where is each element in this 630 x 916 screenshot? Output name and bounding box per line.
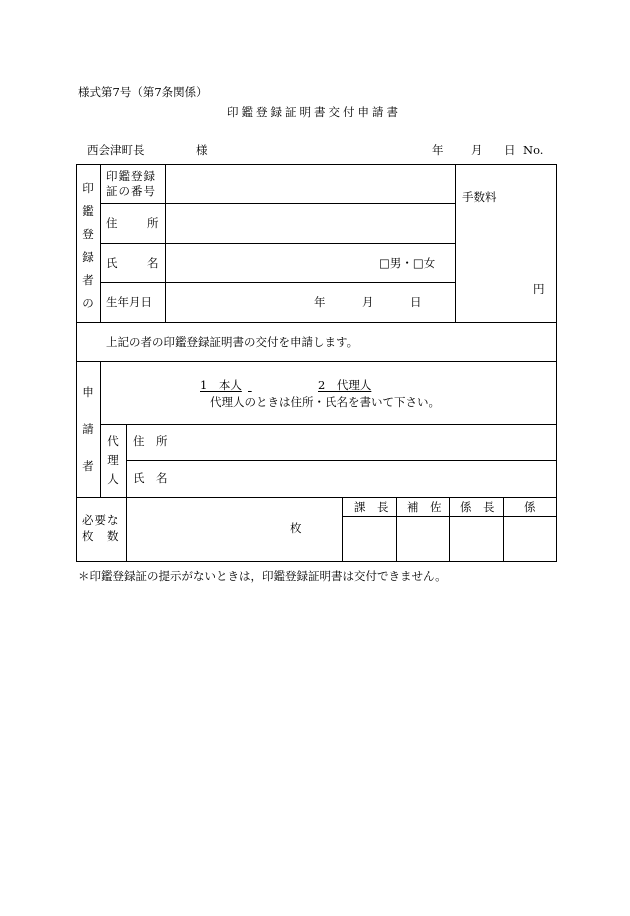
- fee-unit: 円: [533, 282, 545, 296]
- agent-note: 代理人のときは住所・氏名を書いて下さい。: [210, 395, 440, 409]
- date-year: 年: [432, 143, 444, 157]
- date-no: No.: [523, 143, 544, 157]
- copies-label-line1: 必要な: [82, 513, 120, 527]
- copies-field[interactable]: [127, 498, 287, 560]
- copies-unit: 枚: [290, 521, 302, 535]
- name-label-2: 名: [147, 256, 159, 270]
- option-underline-gap: [248, 380, 318, 392]
- name-label-1: 氏: [106, 256, 118, 270]
- approval-subsection-chief: 係 長: [460, 500, 495, 514]
- birthdate-label: 生年月日: [106, 295, 152, 309]
- application-statement: 上記の者の印鑑登録証明書の交付を申請します。: [106, 335, 359, 349]
- footnote: ＊印鑑登録証の提示がないときは，印鑑登録証明書は交付できません。: [78, 569, 447, 583]
- copies-label-line2: 枚 数: [82, 529, 120, 543]
- approval-stamp-box-4: [504, 517, 556, 561]
- gender-checkboxes[interactable]: □男・□女: [379, 256, 436, 270]
- fee-label: 手数料: [462, 190, 497, 204]
- option-agent[interactable]: 2 代理人: [318, 378, 372, 392]
- approval-deputy: 補 佐: [407, 500, 442, 514]
- form-title: 印鑑登録証明書交付申請書: [227, 105, 401, 119]
- birth-year: 年: [314, 295, 326, 309]
- address-label-1: 住: [106, 216, 118, 230]
- approval-stamp-box-3: [450, 517, 503, 561]
- cert-number-label-line1: 印鑑登録: [106, 169, 156, 183]
- cert-number-label-line2: 証の番号: [106, 184, 156, 198]
- birth-month: 月: [362, 295, 374, 309]
- approval-section-chief: 課 長: [354, 500, 389, 514]
- registrant-group-label: 印 鑑 登 録 者 の: [82, 181, 94, 310]
- birth-day: 日: [410, 295, 422, 309]
- addressee-honorific: 様: [196, 143, 208, 157]
- addressee-name: 西会津町長: [87, 143, 145, 157]
- agent-address-label: 住 所: [133, 434, 168, 448]
- approval-stamp-box-2: [397, 517, 449, 561]
- name-field[interactable]: [166, 244, 366, 282]
- form-code: 様式第7号（第7条関係）: [78, 85, 208, 99]
- applicant-group-label: 申 請 者: [82, 385, 94, 473]
- address-field[interactable]: [166, 204, 455, 243]
- agent-label: 代 理 人: [107, 434, 119, 486]
- address-label-2: 所: [147, 216, 159, 230]
- cert-number-field[interactable]: [166, 165, 455, 203]
- agent-address-field[interactable]: [180, 425, 555, 460]
- option-self[interactable]: 1 本人: [200, 378, 242, 392]
- approval-staff: 係: [524, 500, 536, 514]
- date-month: 月: [471, 143, 483, 157]
- date-day: 日: [504, 143, 516, 157]
- approval-stamp-box-1: [343, 517, 396, 561]
- agent-name-field[interactable]: [180, 461, 555, 496]
- agent-name-label: 氏 名: [133, 471, 168, 485]
